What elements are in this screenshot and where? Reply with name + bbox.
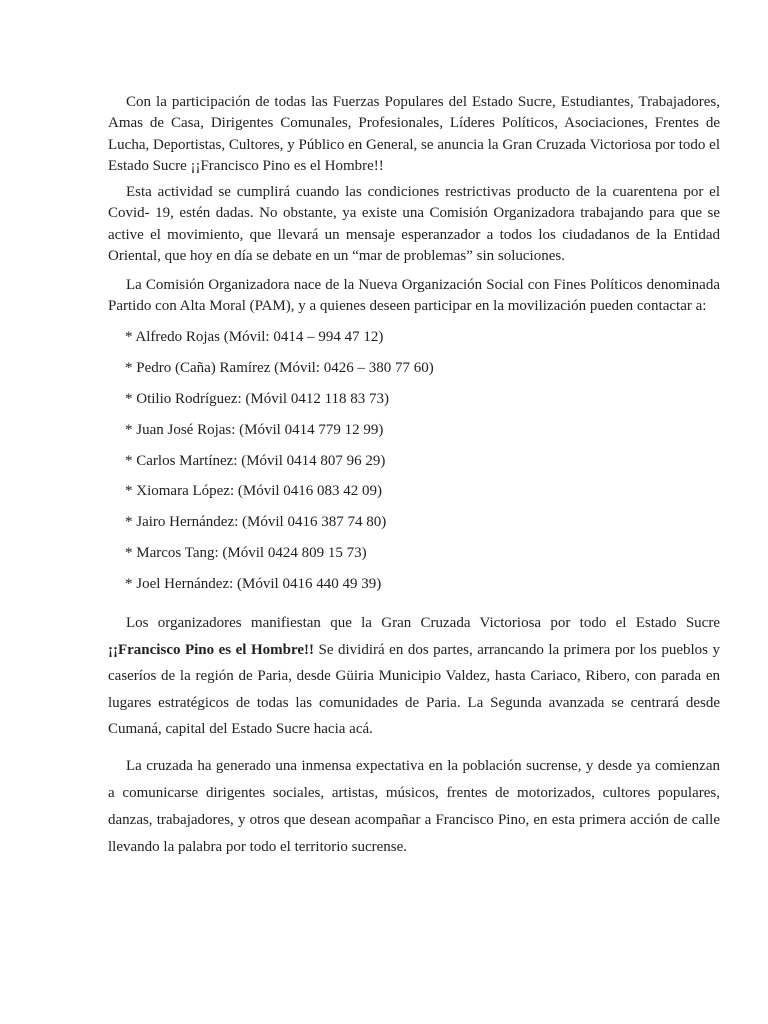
slogan-bold: ¡¡Francisco Pino es el Hombre!! (108, 641, 315, 658)
contact-item: * Jairo Hernández: (Móvil 0416 387 74 80) (125, 514, 387, 531)
paragraph-organizing-commission: La Comisión Organizadora nace de la Nueva Organización Social con Fines Políticos denominada Partido con Alta Moral (PAM), y a quienes deseen participar en la movilización pueden contactar a: (108, 277, 720, 315)
contact-item: * Carlos Martínez: (Móvil 0414 807 96 29) (125, 452, 386, 469)
paragraph-text: Se dividirá en dos partes, arrancando la primera por los pueblos y caseríos de la región de Paria, desde Güiria Municipio Valdez, hasta Cariaco, Ribero, con parada en lugares estratégicos de todas las comunidades de Paria. La Segunda avanzada se centrará desde Cumaná, capital del Estado Sucre hacia acá. (108, 641, 720, 738)
paragraph-covid-conditions: Esta actividad se cumplirá cuando las condiciones restrictivas producto de la cuarentena por el Covid- 19, estén dadas. No obstante, ya existe una Comisión Organizadora trabajando para que se active el movimiento, que llevará un mensaje esperanzador a todos los ciudadanos de la Entidad Oriental, que hoy en día se debate en un “mar de problemas” sin soluciones. (108, 184, 720, 264)
contact-item: * Alfredo Rojas (Móvil: 0414 – 994 47 12) (125, 329, 384, 345)
paragraph-text: Los organizadores manifiestan que la Gran Cruzada Victoriosa por todo el Estado Sucre (126, 615, 720, 631)
paragraph-expectation: La cruzada ha generado una inmensa expectativa en la población sucrense, y desde ya comienzan a comunicarse dirigentes sociales, artistas, músicos, frentes de motorizados, cultores populares, danzas, trabajadores, y otros que desean acompañar a Francisco Pino, en esta primera acción de calle llevando la palabra por todo el territorio sucrense. (108, 758, 720, 855)
paragraph-announcement: Con la participación de todas las Fuerzas Populares del Estado Sucre, Estudiantes, Trabajadores, Amas de Casa, Dirigentes Comunales, Profesionales, Líderes Políticos, Asociaciones, Frentes de Lucha, Deportistas, Cultores, y Público en General, se anuncia la Gran Cruzada Victoriosa por todo el Estado Sucre ¡¡Francisco Pino es el Hombre!! (108, 94, 720, 174)
contact-list (125, 326, 625, 604)
contact-item: * Otilio Rodríguez: (Móvil 0412 118 83 73) (125, 390, 390, 407)
paragraph-crusade-route (108, 610, 720, 743)
contact-item: * Pedro (Caña) Ramírez (Móvil: 0426 – 380 77 60) (125, 359, 434, 376)
contact-item: * Marcos Tang: (Móvil 0424 809 15 73) (125, 545, 367, 562)
contact-item: * Joel Hernández: (Móvil 0416 440 49 39) (125, 576, 382, 593)
contact-item: * Xiomara López: (Móvil 0416 083 42 09) (125, 483, 383, 500)
contact-item: * Juan José Rojas: (Móvil 0414 779 12 99) (125, 421, 384, 438)
